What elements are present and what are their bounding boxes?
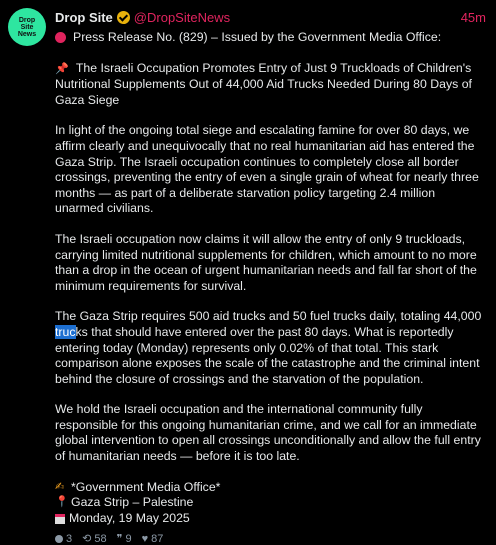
post-time[interactable]: 45m <box>460 9 486 25</box>
avatar-text-3: News <box>17 30 37 38</box>
paragraph-3 <box>55 309 486 387</box>
heart-icon: ♥ <box>141 532 149 545</box>
reply-count: 3 <box>66 532 73 545</box>
author-handle[interactable]: @DropSiteNews <box>133 9 231 25</box>
signature-location-text: Gaza Strip – Palestine <box>71 495 194 510</box>
signature-office-text: *Government Media Office* <box>71 479 221 494</box>
quote-button[interactable] <box>117 532 132 545</box>
reply-icon <box>55 535 63 543</box>
post-content <box>55 8 486 545</box>
paragraph-3-end: ks that should have entered over the past 80 days. What is reportedly entering today (Monday) represents only 0.02% of that total. This stark comparison alone exposes the scale of the catastrophe and the criminal intent behind the closure of crossings and the starvation of the population. <box>55 324 480 386</box>
avatar-text-1: Drop <box>18 16 36 24</box>
verified-badge-icon <box>117 11 130 24</box>
post-metrics <box>55 532 486 545</box>
author-name[interactable]: Drop Site <box>55 9 113 25</box>
quote-count: 9 <box>125 532 132 545</box>
writing-hand-icon: ✍ <box>55 480 65 493</box>
post-header <box>55 8 486 26</box>
quote-icon: ❞ <box>116 533 123 545</box>
repost-count: 58 <box>94 532 107 545</box>
signature-location <box>55 495 486 511</box>
post-body <box>55 30 486 526</box>
signature-date-text: Monday, 19 May 2025 <box>69 510 190 525</box>
repost-icon: ⟲ <box>82 533 92 545</box>
headline-text: The Israeli Occupation Promotes Entry of Just 9 Truckloads of Children's Nutritional Supplements Out of 44,000 Aid Trucks Needed During 80 Days of Gaza Siege <box>55 60 472 107</box>
headline <box>55 61 486 109</box>
repost-button[interactable] <box>82 532 106 545</box>
calendar-icon <box>55 514 65 524</box>
paragraph-2: The Israeli occupation now claims it will allow the entry of only 9 truckloads, carrying limited nutritional supplements for children, which amount to no more than a drop in the ocean of urgent humanitarian needs and fall far short of the minimum requirements for survival. <box>55 231 477 293</box>
location-pin-icon: 📍 <box>55 496 69 509</box>
press-release-text: Press Release No. (829) – Issued by the Government Media Office: <box>73 30 442 44</box>
paragraph-4: We hold the Israeli occupation and the international community fully responsible for this ongoing humanitarian crime, and we call for an immediate global intervention to open all crossings unconditionally and allow the full entry of humanitarian needs — before it is too late. <box>55 402 481 464</box>
paragraph-1: In light of the ongoing total siege and escalating famine for over 80 days, we affirm clearly and unequivocally that no real humanitarian aid has entered the Gaza Strip. The Israeli occupation continues to completely close all border crossings, preventing the entry of even a single grain of wheat for nearly three months — as part of a deliberate starvation policy targeting 2.4 million unarmed civilians. <box>55 123 479 216</box>
signature-office <box>55 480 486 496</box>
paragraph-3-start: The Gaza Strip requires 500 aid trucks and 50 fuel trucks daily, totaling 44,000 <box>55 309 482 324</box>
avatar[interactable] <box>8 8 46 46</box>
like-count: 87 <box>151 532 164 545</box>
pushpin-icon: 📌 <box>55 62 69 75</box>
reply-button[interactable] <box>55 533 72 545</box>
signature-date <box>55 511 486 527</box>
press-release-line <box>55 30 486 46</box>
avatar-text-2: Site <box>20 23 34 31</box>
red-circle-icon <box>55 32 66 43</box>
like-button[interactable] <box>142 533 164 545</box>
text-selection-highlight: truc <box>55 324 76 339</box>
